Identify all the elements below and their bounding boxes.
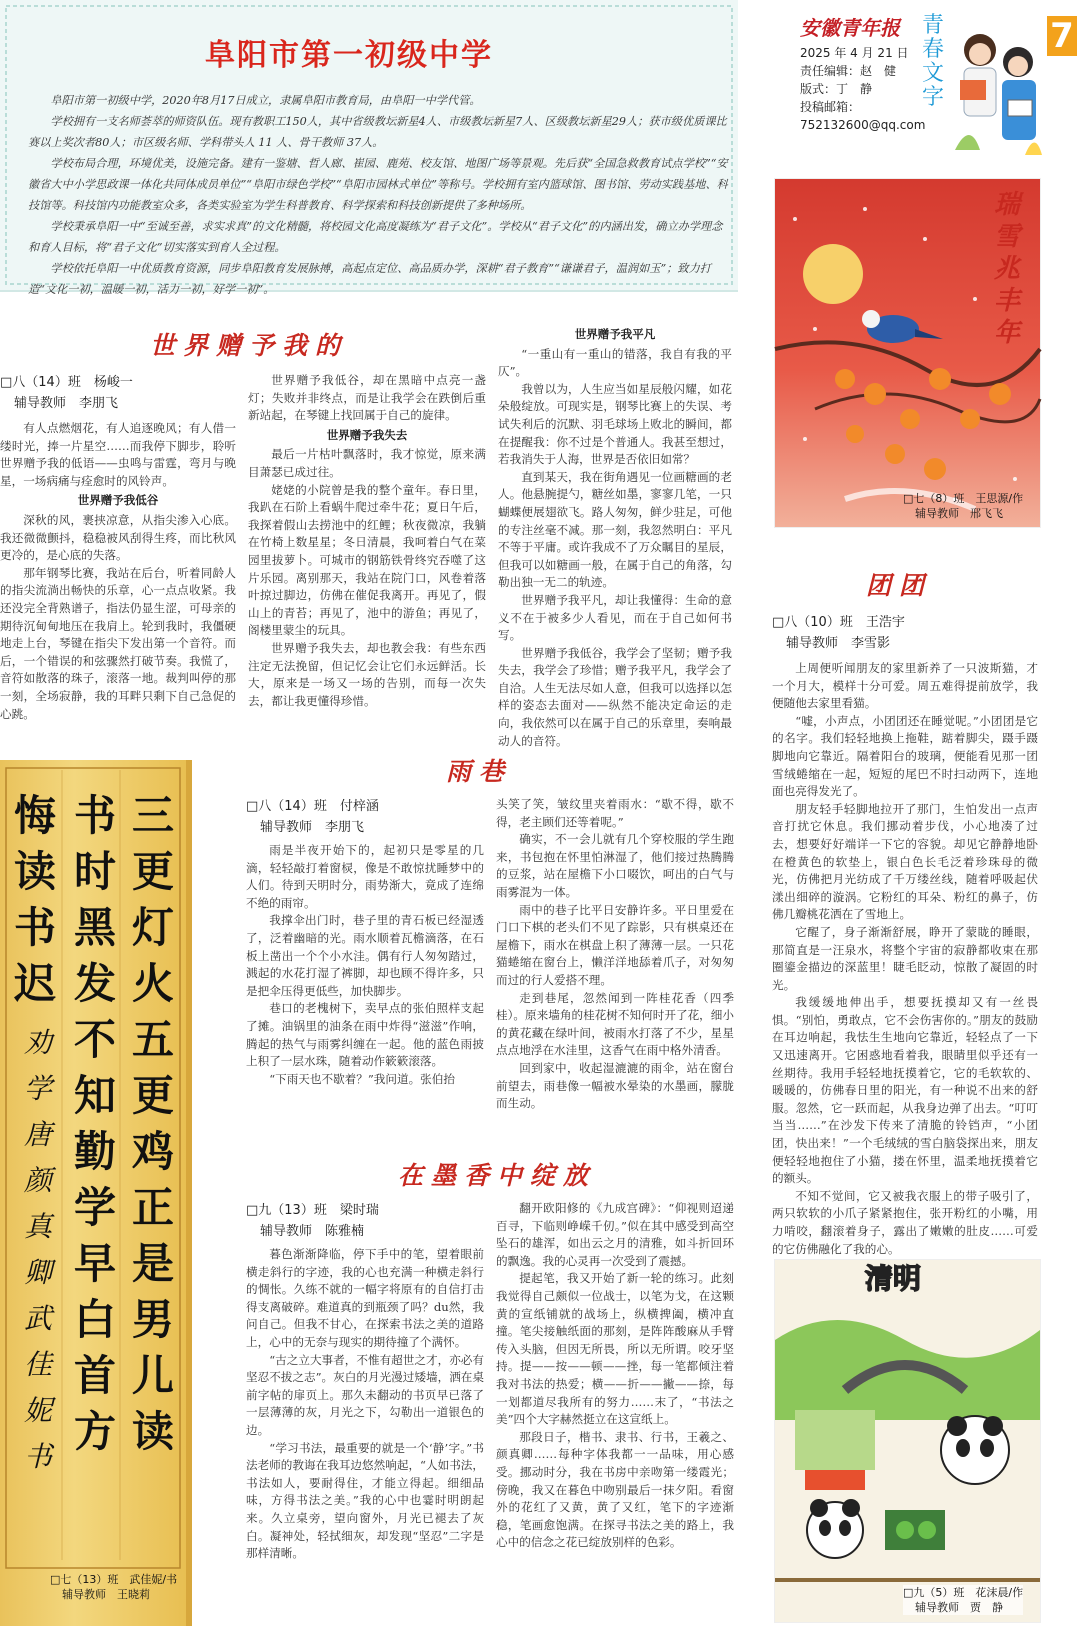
newspaper-masthead: 安徽青年报 (800, 16, 900, 40)
article-teacher: 辅导教师 李雪影 (786, 636, 891, 651)
article-paragraph: 暮色渐渐降临，停下手中的笔，望着眼前横走斜行的字迹，我的心也充满一种横走斜行的惆怅。久练不就的一幅字将原有的自信打击得支离破碎。难道真的到瓶颈了吗？du然，我问自己。但我不甘心，在探索书法之美的道路上，心中的无奈与现实的期待撞了个满怀。 (246, 1247, 484, 1349)
article-paragraph: 世界赠予我低谷，却在黑暗中点亮一盏灯；失败并非终点，而是让我学会在跌倒后重新站起，在琴键上找回属于自己的旋律。 (248, 373, 486, 423)
article-paragraph: “嘘，小声点，小团团还在睡觉呢。”小团团是它的名字。我们轻轻地换上拖鞋，踮着脚尖，蹑手蹑脚地向它靠近。隔着阳台的玻璃，便能看见那一团雪绒蜷缩在一起，短短的尾巴不时扫动两下，连地面也亮得发光了。 (772, 713, 1038, 799)
article-title: 团团 (866, 571, 933, 600)
article-paragraph: 有人点燃烟花，有人追逐晚风；有人借一缕时光，捧一片星空……而我停下脚步，聆听世界赠予我的低语——虫鸣与雷霆，弯月与晚星，一场病痛与痊愈时的风铃声。 (0, 421, 236, 488)
article-paragraph: “下雨天也不歇着？”我问道。张伯抬 (269, 1071, 455, 1086)
article-paragraph: 姥姥的小院曾是我的整个童年。春日里，我趴在石阶上看蜗牛爬过牵牛花；夏日午后，我探着假山去捞池中的红鲤；秋夜微凉，我躺在竹椅上数星星；冬日清晨，我呵着白气在菜园里拔萝卜。可城市的钢筋铁骨终究吞噬了这片乐园。离别那天，我站在院门口，风卷着落叶掠过脚边，仿佛在催促我离开。再见了，假山上的青苔；再见了，池中的游鱼；再见了，阁楼里蒙尘的玩具。 (248, 482, 486, 638)
article-paragraph: 头笑了笑，皱纹里夹着雨水：“歇不得，歇不得，老主顾们还等着呢。” (496, 797, 734, 829)
article-paragraph: “一重山有一重山的错落，我自有我的平仄”。 (498, 346, 732, 379)
article-paragraph: 那年钢琴比赛，我站在后台，听着同龄人的指尖流淌出畅快的乐章，心一点点收紧。我还没完全背熟谱子，指法仍显生涩，可母亲的期待沉甸甸地压在我肩上。轮到我时，我僵硬地走上台，琴键在指尖下发出第一个音符。而后，一个错误的和弦骤然打破节奏。我慌了，音符如散落的珠子，滚落一地。裁判叫停的那一刻，全场寂静，我的耳畔只剩下自己急促的心跳。 (0, 565, 236, 721)
section-name: 青春文字 (921, 13, 944, 110)
article-subheading: 世界赠予我低谷 (77, 493, 159, 508)
article-paragraph: 世界赠予我低谷，我学会了坚韧；赠予我失去，我学会了珍惜；赠予我平凡，我学会了自洽。人生无法尽如人意，但我可以选择以怎样的姿态去面对——纵然不能决定命运的走向，我依然可以在属于自己的乐章里，奏响最动人的音符。 (498, 645, 732, 748)
article-paragraph: 雨中的巷子比平日安静许多。平日里爱在门口下棋的老头们不见了踪影，只有棋桌还在屋檐下，雨水在棋盘上积了薄薄一层。一只花猫蜷缩在窗台上，懒洋洋地舔着爪子，对匆匆而过的行人爱搭不理。 (496, 902, 734, 987)
article-column (496, 1200, 734, 1622)
painting-artist: □七（8）班 王思源/作 (903, 492, 1024, 505)
painting-qingming-art (775, 1260, 1040, 1622)
school-intro-text (28, 90, 728, 300)
responsible-editor: 责任编辑：赵 健 (800, 64, 897, 78)
school-paragraph: 学校秉承阜阳一中“至诚至善，求实求真”的文化精髓，将校园文化高度凝练为“君子文化”。学校从“君子文化”的内涵出发，确立办学理念和育人目标，将“君子文化”切实落实到育人全过程。 (28, 220, 723, 254)
article-paragraph: “古之立大事者，不惟有超世之才，亦必有坚忍不拔之志”。灰白的月光漫过矮墙，洒在桌前字帖的扉页上。那久未翻动的书页早已落了一层薄薄的灰，月光之下，勾勒出一道银色的边。 (246, 1352, 484, 1437)
students-reading-illustration (950, 10, 1045, 160)
article-paragraph: 那段日子，楷书、隶书、行书，王羲之、颜真卿……每种字体我都一一品味，用心感受。挪动时分，我在书房中亲吻第一缕霞光；傍晚，我又在暮色中吻别最后一抹夕阳。看窗外的花红了又黄，黄了又红，笔下的字迹渐稳，笔画愈饱满。在探寻书法之美的路上，我心中的信念之花已绽放别样的色彩。 (496, 1429, 734, 1550)
article-paragraph: 世界赠予我失去，却也教会我：有些东西注定无法挽留，但记忆会让它们永远鲜活。长大，原来是一场又一场的告别，而每一次失去，都让我更懂得珍惜。 (248, 640, 486, 708)
calligraphy-text-2: 书时黑发不知勤学早白首方 (73, 791, 116, 1456)
painting-teacher: 辅导教师 贾 静 (915, 1601, 1003, 1614)
article-title: 世界赠予我的 (150, 331, 349, 360)
article-author: □八（10）班 王浩宇 (772, 615, 905, 630)
article-author: □八（14）班 杨峻一 (0, 375, 133, 390)
school-title: 阜阳市第一初级中学 (205, 38, 493, 73)
submission-email[interactable]: 752132600@qq.com (800, 118, 926, 132)
article-paragraph: 我缓缓地伸出手，想要抚摸却又有一丝畏惧。“别怕，勇敢点，它不会伤害你的。”朋友的鼓励在耳边响起，我怯生生地向它靠近，轻轻点了一下又迅速离开。它困惑地看着我，眼睛里似乎还有一丝期待。我用手轻轻地抚摸着它，它的毛软软的、暖暖的，仿佛春日里的阳光，有一种说不出来的舒服。忽然，它一跃而起，从我身边弹了出去。“叮叮当当……”在沙发下传来了清脆的铃铛声，“小团团，快出来！”一个毛绒绒的雪白脑袋探出来，朋友便轻轻地抱住了小猫，搂在怀里，温柔地抚摸着它的额头。 (772, 995, 1038, 1186)
school-intro-box (0, 0, 738, 296)
page-number: 7 (1047, 16, 1077, 56)
article-paragraph: 世界赠予我平凡，却让我懂得：生命的意义不在于被多少人看见，而在于自己如何书写。 (498, 592, 732, 643)
painting-snow-harvest-title: 瑞雪兆丰年 (993, 190, 1020, 348)
article-paragraph: 提起笔，我又开始了新一轮的练习。此刻我觉得自己颇似一位战士，以笔为戈，在这颗黄的宣纸铺就的战场上，纵横捭阖，横冲直撞。笔尖接触纸面的那刻，是阵阵酸麻从手臂传入头脑，但因无所畏，所以无所谓。咬牙坚持。提——按——顿——挫，每一笔都倾注着我对书法的热爱；横——折——撇——捺，每一划都道尽我所有的努力……末了，“书法之美”四个大字赫然挺立在这宣纸上。 (496, 1271, 734, 1427)
article-paragraph: 上周便听闻朋友的家里新养了一只波斯猫，才一个月大，模样十分可爱。周五难得提前放学，我便随他去家里看猫。 (772, 661, 1038, 711)
article-teacher: 辅导教师 李朋飞 (14, 396, 119, 411)
school-paragraph: 学校依托阜阳一中优质教育资源，同步阜阳教育发展脉搏，高起点定位、高品质办学，深耕“君子教育”“谦谦君子，温润如玉”；致力打造“文化一初，温暖一初，活力一初，好学一初”。 (28, 262, 711, 296)
article-author: □九（13）班 梁时瑞 (246, 1203, 379, 1218)
article-paragraph: 雨是半夜开始下的，起初只是零星的几滴，轻轻敲打着窗棂，像是不敢惊扰睡梦中的人们。待到天明时分，雨势渐大，竟成了连绵不绝的雨帘。 (246, 843, 484, 910)
painting-qingming (774, 1259, 1041, 1623)
painting-artist: □九（5）班 花沫晨/作 (903, 1586, 1024, 1599)
article-paragraph: 深秋的风，裹挟凉意，从指尖渗入心底。我还微微颤抖，稳稳被风刮得生疼，而比秋风更冷的，是心底的失落。 (0, 512, 236, 563)
article-author: □八（14）班 付梓涵 (246, 799, 379, 814)
calligraphy-signature: 劝学唐颜真卿武佳妮书 (23, 1026, 52, 1473)
article-paragraph: 直到某天，我在街角遇见一位画糖画的老人。他悬腕提勺，糖丝如墨，寥寥几笔，一只蝴蝶便展翅欲飞。路人匆匆，鲜少驻足，可他的专注丝毫不减。那一刻，我忽然明白：平凡不等于平庸。或许我成不了万众瞩目的星辰，但我可以如糖画一般，在属于自己的角落，勾勒出独一无二的轨迹。 (498, 469, 732, 590)
article-byline (772, 612, 905, 654)
article-column (772, 660, 1038, 1256)
calligraphy-text-3: 悔读书迟 (13, 791, 56, 1008)
calligraphy-column-2 (70, 788, 120, 1460)
painting-qingming-title: 清明 (865, 1262, 922, 1295)
layout-editor: 版式：丁 静 (800, 82, 873, 96)
edition-date: 2025 年 4 月 21 日 (800, 46, 909, 60)
calligraphy-column-1 (128, 788, 178, 1460)
article-byline (0, 372, 133, 414)
calligraphy-work (0, 760, 192, 1626)
article-title: 雨巷 (446, 757, 513, 786)
article-paragraph: 我撑伞出门时，巷子里的青石板已经湿透了，泛着幽暗的光。雨水顺着瓦檐滴落，在石板上凿出一个个小水洼。偶有行人匆匆踏过，溅起的水花打湿了裤脚，却也顾不得许多，只是把伞压得更低些，加快脚步。 (246, 913, 484, 998)
painting-snow-harvest-caption (903, 491, 1023, 521)
article-subheading: 世界赠予我平凡 (574, 327, 656, 341)
article-paragraph: “学习书法，最重要的就是一个‘静’字。”书法老师的教诲在我耳边悠然响起，“人如书法，书法如人，要耐得住，才能立得起。细细品味，方得书法之美。”我的心中也霎时明朗起来。久立桌旁，望向窗外，月光已褪去了灰白。凝神处，轻拭细灰，却发现“坚忍”二字是那样清晰。 (246, 1440, 484, 1561)
article-byline (246, 796, 379, 838)
calligraphy-teacher: 辅导教师 王晓莉 (62, 1588, 150, 1601)
school-paragraph: 学校布局合理，环境优美，设施完备。建有一鉴塘、哲人廊、崔园、鹿苑、校友馆、地图广场等景观。先后获“全国急救教育试点学校”“安徽省大中小学思政课一体化共同体成员单位”“阜阳市绿色学校”“阜阳市园林式单位”等称号。学校拥有室内篮球馆、图书馆、劳动实践基地、科技馆等。科技馆内功能教室众多，各类实验室为学生科普教育、科学探索和科技创新提供了多种场所。 (28, 157, 728, 212)
article-column (496, 796, 734, 1142)
article-paragraph: 巷口的老槐树下，卖早点的张伯照样支起了摊。油锅里的油条在雨中炸得“滋滋”作响，腾起的热气与雨雾纠缠在一起。他的蓝色雨披上积了一层水珠，随着动作簌簌滚落。 (246, 1001, 484, 1069)
article-paragraph: 不知不觉间，它又被我衣服上的带子吸引了，两只软软的小爪子紧紧抱住，张开粉红的小嘴，用力啃咬，翻滚着身子，露出了嫩嫩的肚皮……可爱的它仿佛融化了我的心。 (772, 1188, 1038, 1256)
calligraphy-author: □七（13）班 武佳妮/书 (50, 1573, 178, 1586)
article-paragraph: 翻开欧阳修的《九成宫碑》：“仰视则迢递百寻，下临则峥嵘千仞。”似在其中感受到高空坠石的雄浑，如出云之月的清雅，如斗折回环的飘逸。我的心灵再一次受到了震撼。 (496, 1201, 734, 1268)
article-paragraph: 朋友轻手轻脚地拉开了那门，生怕发出一点声音打扰它休息。我们挪动着步伐，小心地凑了过去，想要好好端详一下它的容貌。却见它静静地卧在橙黄色的软垫上，银白色长毛泛着珍珠母的微光，仿佛把月光纺成了千万缕丝线，随着呼吸起伏漾出细碎的漩涡。它粉红的耳朵、粉红的鼻子，仿佛几瓣桃花洒在了雪地上。 (772, 801, 1038, 922)
article-column (246, 842, 484, 1142)
article-subheading: 世界赠予我失去 (326, 427, 408, 442)
edition-info (800, 44, 925, 134)
painting-qingming-caption (903, 1585, 1023, 1615)
article-paragraph: 回到家中，收起湿漉漉的雨伞，站在窗台前望去，雨巷像一幅被水晕染的水墨画，朦胧而生动。 (496, 1060, 734, 1111)
article-title: 在墨香中绽放 (398, 1161, 597, 1190)
article-column (0, 420, 236, 740)
school-paragraph: 阜阳市第一初级中学，2020年8月17日成立，隶属阜阳市教育局，由阜阳一中学代管。 (50, 94, 481, 107)
article-paragraph: 它醒了，身子渐渐舒展，睁开了蒙眬的睡眼，那简直是一汪泉水，将整个宇宙的寂静都收束在那圈鎏金描边的深蓝里！睫毛眨动，惊散了凝固的时光。 (772, 924, 1038, 992)
calligraphy-signature-col (20, 1020, 56, 1480)
article-paragraph: 确实，不一会儿就有几个穿校服的学生跑来，书包抱在怀里怕淋湿了，他们接过热腾腾的豆浆，站在屋檐下小口啜饮，呵出的白气与雨雾混为一体。 (496, 832, 734, 899)
article-teacher: 辅导教师 陈雅楠 (260, 1224, 365, 1239)
article-column (498, 324, 732, 748)
calligraphy-text-1: 三更灯火五更鸡正是男儿读 (131, 791, 174, 1456)
calligraphy-caption (50, 1572, 177, 1602)
school-paragraph: 学校拥有一支名师荟萃的师资队伍。现有教职工150人，其中省级教坛新星4人、市级教坛新星7人、区级教坛新星29人；获市级优质课比赛以上奖次者80人；市区级名师、学科带头人 11 人、骨干教师 37人。 (28, 115, 727, 149)
submission-label: 投稿邮箱： (800, 100, 861, 114)
article-paragraph: 走到巷尾，忽然闻到一阵桂花香（四季桂）。原来墙角的桂花树不知何时开了花，细小的黄花藏在绿叶间，被雨水打落了不少，星星点点地浮在水洼里，这香气在雨中格外清香。 (496, 990, 734, 1058)
article-teacher: 辅导教师 李朋飞 (260, 820, 365, 835)
article-byline (246, 1200, 379, 1242)
painting-snow-harvest (774, 178, 1041, 528)
article-paragraph: 最后一片枯叶飘落时，我才惊觉，原来满目萧瑟已成过往。 (248, 447, 486, 479)
painting-teacher: 辅导教师 邢飞飞 (915, 507, 1003, 520)
article-column (246, 1246, 484, 1622)
article-column (248, 372, 486, 742)
article-paragraph: 我曾以为，人生应当如星辰般闪耀，如花朵般绽放。可现实是，钢琴比赛上的失误、考试失利后的沉默、羽毛球场上败北的瞬间，都在提醒我：你不过是个普通人。我甚至想过，若我消失于人海，世界是否依旧如常？ (498, 381, 732, 467)
calligraphy-column-3 (10, 788, 60, 1012)
